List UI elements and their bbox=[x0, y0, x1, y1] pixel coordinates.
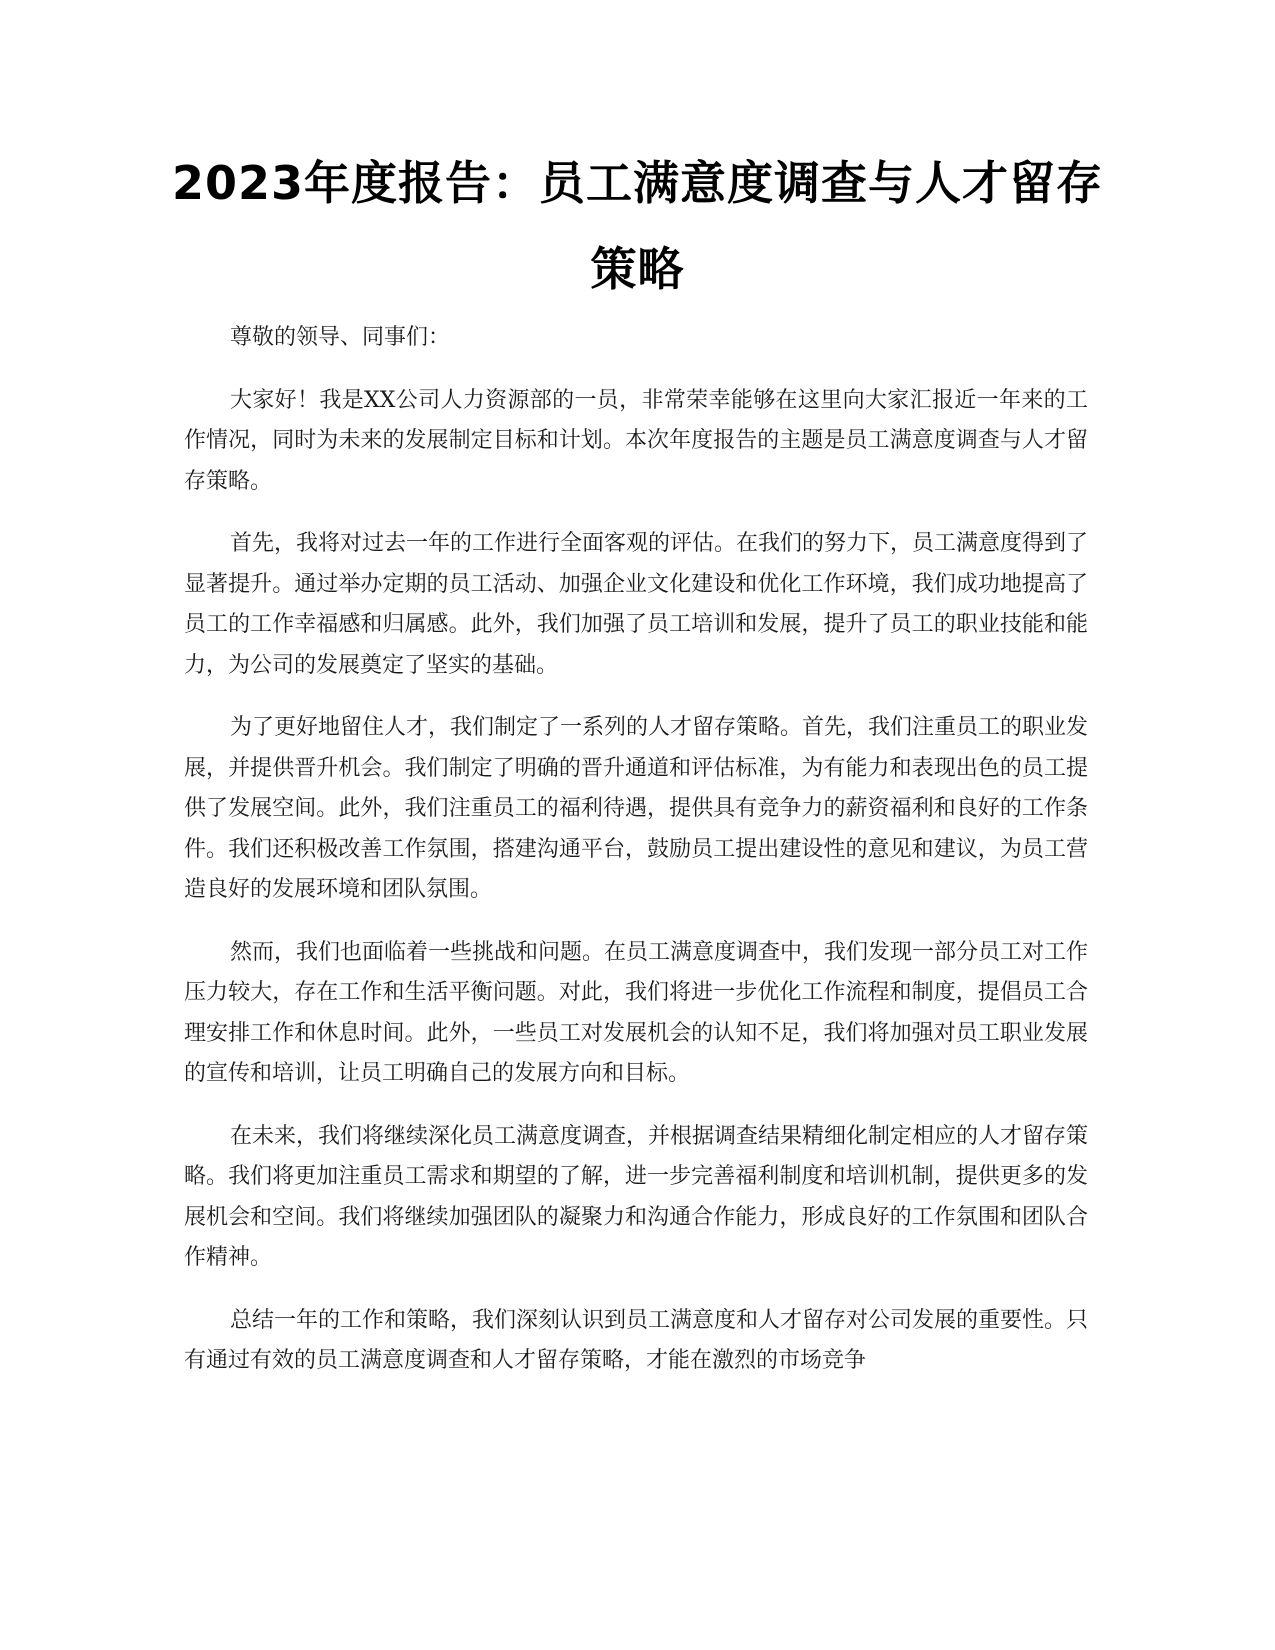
paragraph-intro: 大家好！我是XX公司人力资源部的一员，非常荣幸能够在这里向大家汇报近一年来的工作情况，同时为未来的发展制定目标和计划。本次年度报告的主题是员工满意度调查与人才留存策略。 bbox=[184, 387, 1088, 494]
document-body bbox=[184, 318, 1088, 1404]
salutation: 尊敬的领导、同事们： bbox=[230, 325, 451, 350]
document-title bbox=[150, 140, 1125, 312]
paragraph-summary: 总结一年的工作和策略，我们深刻认识到员工满意度和人才留存对公司发展的重要性。只有通过有效的员工满意度调查和人才留存策略，才能在激烈的市场竞争 bbox=[184, 1307, 1089, 1373]
paragraph-retention-strategy: 为了更好地留住人才，我们制定了一系列的人才留存策略。首先，我们注重员工的职业发展，并提供晋升机会。我们制定了明确的晋升通道和评估标准，为有能力和表现出色的员工提供了发展空间。此外，我们注重员工的福利待遇，提供具有竞争力的薪资福利和良好的工作条件。我们还积极改善工作氛围，搭建沟通平台，鼓励员工提出建设性的意见和建议，为员工营造良好的发展环境和团队氛围。 bbox=[184, 715, 1089, 902]
paragraph-evaluation: 首先，我将对过去一年的工作进行全面客观的评估。在我们的努力下，员工满意度得到了显著提升。通过举办定期的员工活动、加强企业文化建设和优化工作环境，我们成功地提高了员工的工作幸福感和归属感。此外，我们加强了员工培训和发展，提升了员工的职业技能和能力，为公司的发展奠定了坚实的基础。 bbox=[184, 531, 1089, 678]
paragraph-future: 在未来，我们将继续深化员工满意度调查，并根据调查结果精细化制定相应的人才留存策略。我们将更加注重员工需求和期望的了解，进一步完善福利制度和培训机制，提供更多的发展机会和空间。我们将继续加强团队的凝聚力和沟通合作能力，形成良好的工作氛围和团队合作精神。 bbox=[184, 1123, 1089, 1270]
title-line-1: 2023年度报告：员工满意度调查与人才留存 bbox=[171, 156, 1104, 210]
title-line-2: 策略 bbox=[590, 242, 685, 296]
paragraph-challenges: 然而，我们也面临着一些挑战和问题。在员工满意度调查中，我们发现一部分员工对工作压力较大，存在工作和生活平衡问题。对此，我们将进一步优化工作流程和制度，提倡员工合理安排工作和休息时间。此外，一些员工对发展机会的认知不足，我们将加强对员工职业发展的宣传和培训，让员工明确自己的发展方向和目标。 bbox=[184, 939, 1089, 1086]
